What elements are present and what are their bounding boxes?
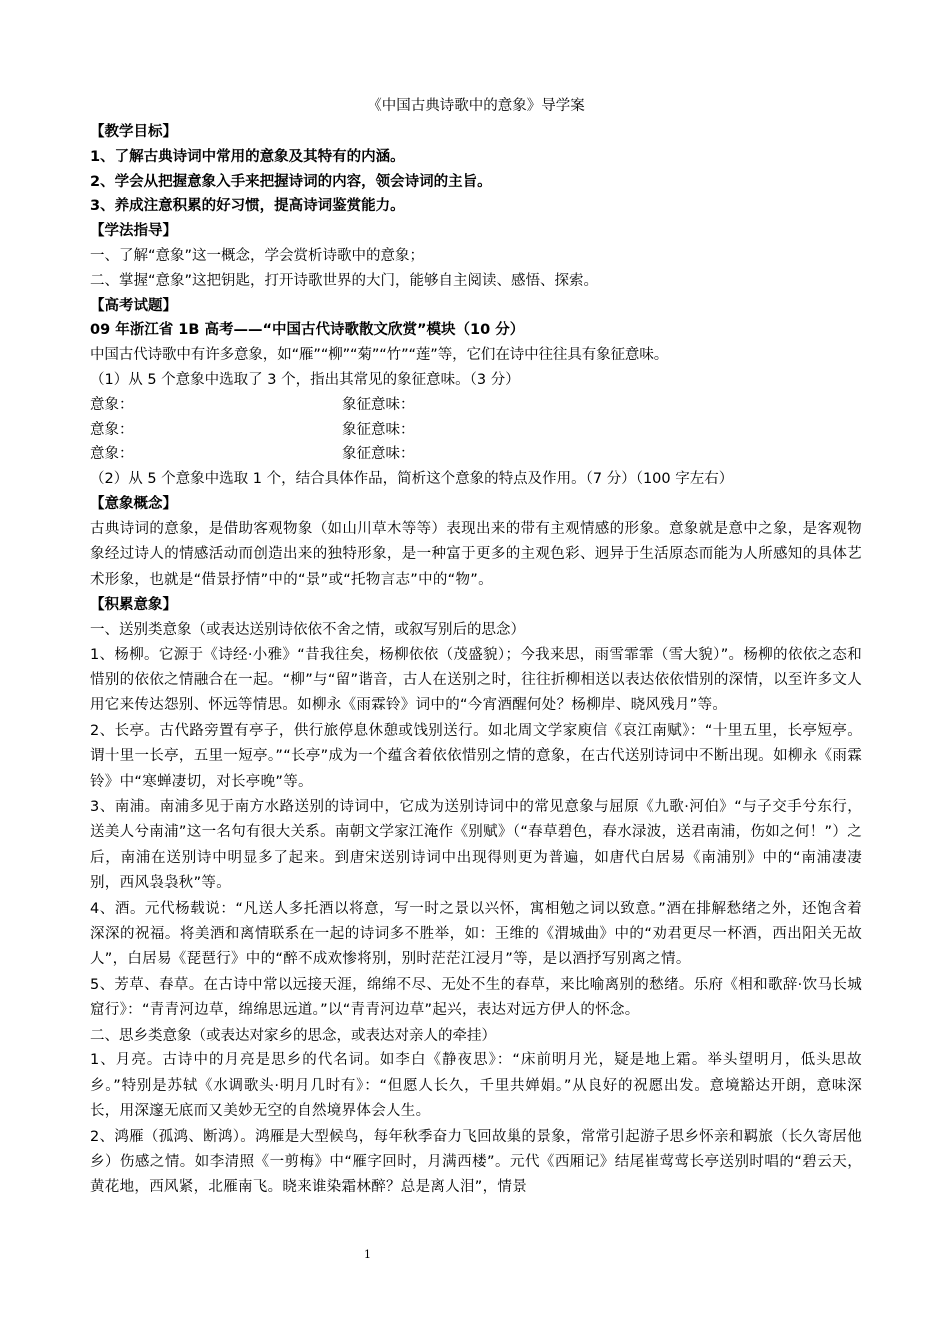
imagery-entry: 3、南浦。南浦多见于南方水路送别的诗词中，它成为送别诗词中的常见意象与屈原《九歌·河伯》“与子交手兮东行，送美人兮南浦”这一名句有很大关系。南朝文学家江淹作《别赋》（“春草碧色，春水渌波，送君南浦，伤如之何！”）之后，南浦在送别诗中明显多了起来。到唐宋送别诗词中出现得则更为普遍，如唐代白居易《南浦别》中的“南浦凄凄别，西风袅袅秋”等。 xyxy=(90,799,862,892)
page-number: 1 xyxy=(364,1248,371,1261)
method-item: 二、掌握“意象”这把钥匙，打开诗歌世界的大门，能够自主阅读、感悟、探索。 xyxy=(90,272,599,289)
answer-row xyxy=(90,418,862,443)
section-heading-accumulate: 【积累意象】 xyxy=(90,596,177,613)
imagery-entry: 2、长亭。古代路旁置有亭子，供行旅停息休憩或饯别送行。如北周文学家庾信《哀江南赋》：“十里五里，长亭短亭。谓十里一长亭，五里一短亭。”“长亭”成为一个蕴含着依依惜别之情的意象，在古代送别诗词中不断出现。如柳永《雨霖铃》中“寒蝉凄切，对长亭晚”等。 xyxy=(90,722,862,790)
meaning-label: 象征意味： xyxy=(342,396,415,413)
imagery-entry: 5、芳草、春草。在古诗中常以远接天涯，绵绵不尽、无处不生的春草，来比喻离别的愁绪。乐府《相和歌辞·饮马长城窟行》：“青青河边草，绵绵思远道。”以“青青河边草”起兴，表达对远方伊人的怀念。 xyxy=(90,976,862,1019)
image-label: 意象： xyxy=(90,446,134,463)
imagery-entry: 1、杨柳。它源于《诗经·小雅》“昔我往矣，杨柳依依（茂盛貌）；今我来思，雨雪霏霏（雪大貌）”。杨柳的依依之态和惜别的依依之情融合在一起。“柳”与“留”谐音，古人在送别之时，往往折柳相送以表达依依惜别的深情，以至许多文人用它来传达怨别、怀远等情思。如柳永《雨霖铃》词中的“今宵酒醒何处？杨柳岸、晓风残月”等。 xyxy=(90,646,862,714)
imagery-entry: 1、月亮。古诗中的月亮是思乡的代名词。如李白《静夜思》：“床前明月光，疑是地上霜。举头望明月，低头思故乡。”特别是苏轼《水调歌头·明月几时有》：“但愿人长久，千里共婵娟。”从良好的祝愿出发。意境豁达开朗，意味深长，用深邃无底而又美妙无空的自然境界体会人生。 xyxy=(90,1052,862,1120)
goal-item: 1、了解古典诗词中常用的意象及其特有的内涵。 xyxy=(90,148,405,165)
answer-row xyxy=(90,442,862,467)
meaning-label: 象征意味： xyxy=(342,446,415,463)
imagery-entry: 4、酒。元代杨载说：“凡送人多托酒以将意，写一时之景以兴怀，寓相勉之词以致意。”酒在排解愁绪之外，还饱含着深深的祝福。将美酒和离情联系在一起的诗词多不胜举，如：王维的《渭城曲》中的“劝君更尽一杯酒，西出阳关无故人”，白居易《琵琶行》中的“醉不成欢惨将别，别时茫茫江浸月”等，是以酒抒写别离之情。 xyxy=(90,900,862,968)
exam-stem: 中国古代诗歌中有许多意象，如“雁”“柳”“菊”“竹”“莲”等，它们在诗中往往具有象征意味。 xyxy=(90,347,669,364)
section-heading-goals: 【教学目标】 xyxy=(90,124,177,140)
goal-item: 2、学会从把握意象入手来把握诗词的内容，领会诗词的主旨。 xyxy=(90,173,492,190)
method-item: 一、了解“意象”这一概念，学会赏析诗歌中的意象； xyxy=(90,247,425,264)
image-label: 意象： xyxy=(90,396,134,413)
exam-question-1: （1）从 5 个意象中选取了 3 个，指出其常见的象征意味。（3 分） xyxy=(90,371,520,388)
exam-source: 09 年浙江省 1B 高考——“中国古代诗歌散文欣赏”模块（10 分） xyxy=(90,322,525,339)
category-heading: 二、思乡类意象（或表达对家乡的思念，或表达对亲人的牵挂） xyxy=(90,1027,496,1044)
document-page xyxy=(90,96,862,1201)
document-title: 《中国古典诗歌中的意象》导学案 xyxy=(367,98,585,114)
category-heading: 一、送别类意象（或表达送别诗依依不舍之情，或叙写别后的思念） xyxy=(90,621,525,638)
answer-row xyxy=(90,393,862,418)
exam-question-2: （2）从 5 个意象中选取 1 个，结合具体作品，简析这个意象的特点及作用。（7 分）（100 字左右） xyxy=(90,471,734,488)
goal-item: 3、养成注意积累的好习惯，提高诗词鉴赏能力。 xyxy=(90,198,405,215)
imagery-entry: 2、鸿雁（孤鸿、断鸿）。鸿雁是大型候鸟，每年秋季奋力飞回故巢的景象，常常引起游子思乡怀亲和羁旅（长久寄居他乡）伤感之情。如李清照《一剪梅》中“雁字回时，月满西楼”。元代《西厢记》结尾崔莺莺长亭送别时唱的“碧云天，黄花地，西风紧，北雁南飞。晓来谁染霜林醉？总是离人泪”，情景 xyxy=(90,1128,862,1196)
section-heading-exam: 【高考试题】 xyxy=(90,297,177,314)
concept-paragraph: 古典诗词的意象，是借助客观物象（如山川草木等等）表现出来的带有主观情感的形象。意象就是意中之象，是客观物象经过诗人的情感活动而创造出来的独特形象，是一种富于更多的主观色彩、迥异于生活原态而能为人所感知的具体艺术形象，也就是“借景抒情”中的“景”或“托物言志”中的“物”。 xyxy=(90,520,862,588)
section-heading-method: 【学法指导】 xyxy=(90,223,177,240)
section-heading-concept: 【意象概念】 xyxy=(90,495,177,512)
meaning-label: 象征意味： xyxy=(342,421,415,438)
image-label: 意象： xyxy=(90,421,134,438)
